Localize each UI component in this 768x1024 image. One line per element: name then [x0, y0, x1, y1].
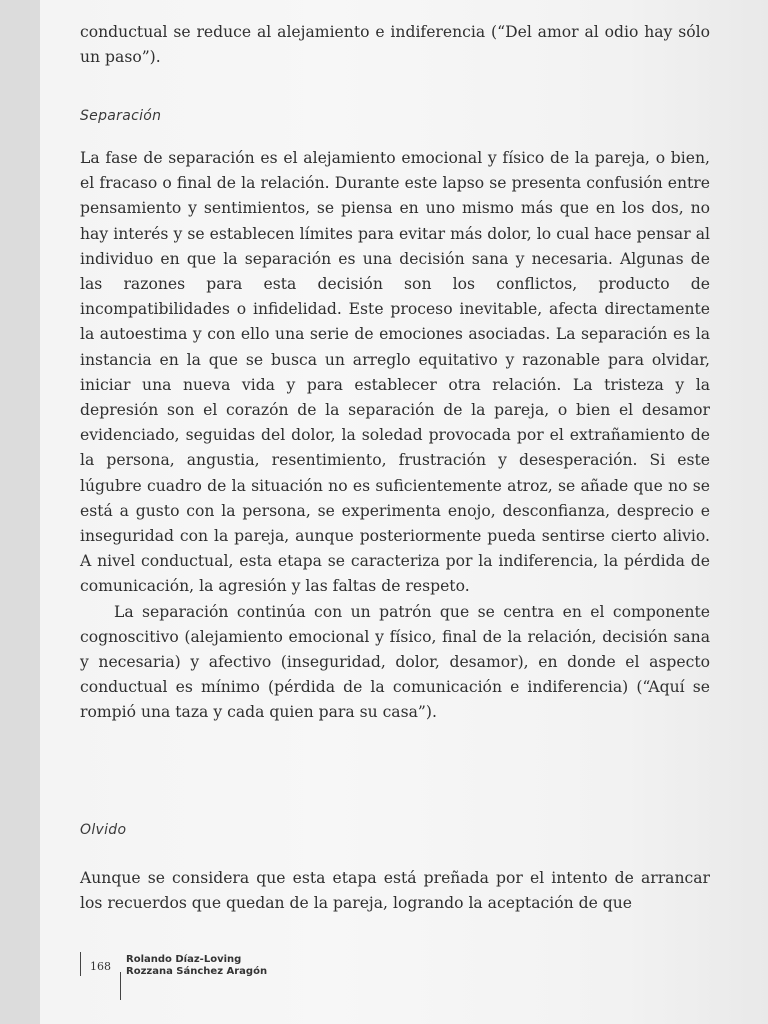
separacion-paragraph-1: La fase de separación es el alejamiento emocional y físico de la pareja, o bien, el fracaso o final de la relación. Durante este lapso se presenta confusión entre pensamiento y sentimientos, se piensa en uno mismo más que en los dos, no hay interés y se establecen límites para evitar más dolor, lo cual hace pensar al individuo en que la separación es una decisión sana y necesaria. Algunas de las razones para esta decisión son los conflictos, producto de incompatibilidades o infidelidad. Este proceso inevitable, afecta directamente la autoestima y con ello una serie de emociones asociadas. La separación es la instancia en la que se busca un arreglo equitativo y razonable para olvidar, iniciar una nueva vida y para establecer otra relación. La tristeza y la depresión son el corazón de la separación de la pareja, o bien el desamor evidenciado, seguidas del dolor, la soledad provocada por el extrañamiento de la persona, angustia, resentimiento, frustración y desesperación. Si este lúgubre cuadro de la situación no es suficientemente atroz, se añade que no se está a gusto con la persona, se experimenta enojo, desconfianza, desprecio e inseguridad con la pareja, aunque posteriormente pueda sentirse cierto alivio. A nivel conductual, esta etapa se caracteriza por la indiferencia, la pérdida de comunicación, la agresión y las faltas de respeto. — [80, 149, 710, 596]
olvido-body — [80, 866, 710, 916]
section-heading-olvido: Olvido — [80, 822, 127, 838]
olvido-paragraph-1: Aunque se considera que esta etapa está preñada por el intento de arrancar los recuerdos que quedan de la pareja, logrando la aceptación de que — [80, 869, 710, 913]
footer-rule-lower — [120, 972, 121, 1000]
author-name: Rolando Díaz-Loving — [126, 954, 242, 965]
top-paragraph-text: conductual se reduce al alejamiento e indiferencia (“Del amor al odio hay sólo un paso”). — [80, 23, 710, 67]
separacion-body — [80, 146, 710, 726]
author-name: Rozzana Sánchez Aragón — [126, 966, 268, 977]
book-page — [40, 0, 768, 1024]
section-heading-separacion: Separación — [80, 108, 162, 124]
footer-authors — [126, 954, 267, 978]
separacion-paragraph-2: La separación continúa con un patrón que se centra en el componente cognoscitivo (alejamiento emocional y físico, final de la relación, decisión sana y necesaria) y afectivo (inseguridad, dolor, desamor), en donde el aspecto conductual es mínimo (pérdida de la comunicación e indiferencia) (“Aquí se rompió una taza y cada quien para su casa”). — [80, 602, 710, 722]
page-number: 168 — [90, 960, 111, 973]
footer-rule — [80, 952, 81, 976]
continued-paragraph — [80, 20, 710, 70]
